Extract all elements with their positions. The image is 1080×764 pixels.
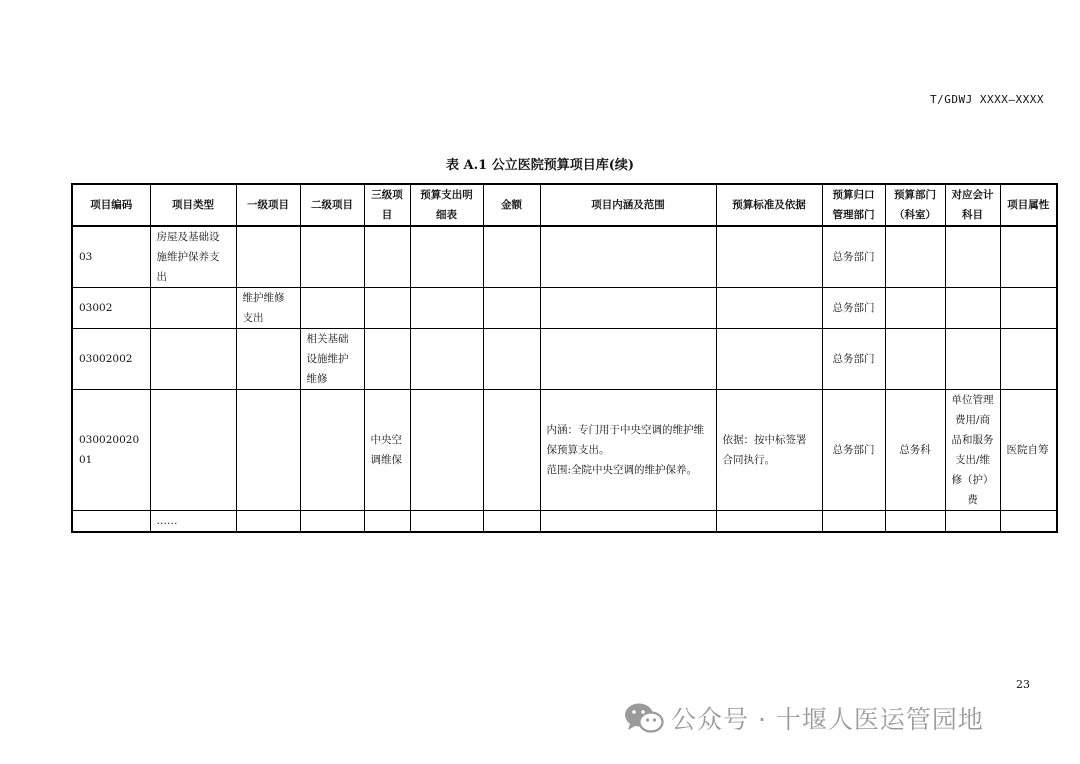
table-cell — [1000, 329, 1057, 390]
table-cell — [236, 511, 300, 533]
table-cell — [410, 226, 483, 288]
budget-project-table — [71, 183, 1058, 533]
table-row — [72, 329, 1057, 390]
table-cell: 医院自筹 — [1000, 390, 1057, 511]
table-cell — [945, 329, 1000, 390]
table-cell — [540, 329, 716, 390]
table-cell — [150, 329, 236, 390]
column-header: 三级项目 — [364, 184, 410, 226]
standard-code: T/GDWJ XXXX—XXXX — [930, 93, 1044, 106]
table-cell: 总务部门 — [822, 226, 885, 288]
column-header: 一级项目 — [236, 184, 300, 226]
table-cell — [483, 329, 540, 390]
column-header: 项目类型 — [150, 184, 236, 226]
table-header-row — [72, 184, 1057, 226]
table-cell: 房屋及基础设施维护保养支出 — [150, 226, 236, 288]
table-cell: 单位管理费用/商品和服务支出/维修（护）费 — [945, 390, 1000, 511]
table-cell — [300, 226, 364, 288]
table-row — [72, 226, 1057, 288]
table-cell: …… — [150, 511, 236, 533]
table-cell: 03002002001 — [72, 390, 150, 511]
table-cell — [540, 511, 716, 533]
table-cell: 相关基础设施维护维修 — [300, 329, 364, 390]
table-cell — [1000, 511, 1057, 533]
table-row — [72, 288, 1057, 329]
table-cell — [945, 288, 1000, 329]
table-cell: 依据：按中标签署合同执行。 — [716, 390, 822, 511]
column-header: 对应会计科目 — [945, 184, 1000, 226]
table-cell — [540, 288, 716, 329]
table-cell — [822, 511, 885, 533]
column-header: 预算归口管理部门 — [822, 184, 885, 226]
column-header: 项目属性 — [1000, 184, 1057, 226]
column-header: 二级项目 — [300, 184, 364, 226]
table-cell: 总务部门 — [822, 390, 885, 511]
table-cell: 内涵：专门用于中央空调的维护维保预算支出。 范围:全院中央空调的维护保养。 — [540, 390, 716, 511]
column-header: 预算部门（科室） — [885, 184, 945, 226]
table-cell: 总务科 — [885, 390, 945, 511]
page-number: 23 — [1016, 678, 1030, 691]
table-cell — [885, 226, 945, 288]
table-cell — [483, 390, 540, 511]
table-cell — [300, 288, 364, 329]
table-cell — [1000, 226, 1057, 288]
table-cell: 03 — [72, 226, 150, 288]
table-cell — [885, 288, 945, 329]
table-cell — [483, 226, 540, 288]
column-header: 项目内涵及范围 — [540, 184, 716, 226]
table-cell — [364, 288, 410, 329]
table-cell — [540, 226, 716, 288]
table-cell: 03002002 — [72, 329, 150, 390]
table-cell — [885, 329, 945, 390]
table-cell — [1000, 288, 1057, 329]
table-cell — [410, 511, 483, 533]
table-cell — [364, 226, 410, 288]
table-cell — [72, 511, 150, 533]
table-cell — [150, 390, 236, 511]
column-header: 金额 — [483, 184, 540, 226]
column-header: 预算标准及依据 — [716, 184, 822, 226]
table-cell — [236, 329, 300, 390]
table-cell: 03002 — [72, 288, 150, 329]
table-cell — [236, 390, 300, 511]
table-cell: 总务部门 — [822, 288, 885, 329]
table-cell — [483, 288, 540, 329]
table-row — [72, 390, 1057, 511]
table-cell — [885, 511, 945, 533]
table-cell: 维护维修支出 — [236, 288, 300, 329]
table-cell — [236, 226, 300, 288]
table-cell — [364, 511, 410, 533]
column-header: 项目编码 — [72, 184, 150, 226]
table-cell — [945, 511, 1000, 533]
table-cell — [716, 226, 822, 288]
watermark — [623, 700, 984, 736]
wechat-icon — [623, 700, 665, 736]
table-cell — [300, 390, 364, 511]
table-cell — [716, 511, 822, 533]
table-cell — [945, 226, 1000, 288]
table-cell — [364, 329, 410, 390]
table-cell — [410, 390, 483, 511]
table-row — [72, 511, 1057, 533]
table-cell — [716, 329, 822, 390]
table-cell — [410, 288, 483, 329]
column-header: 预算支出明细表 — [410, 184, 483, 226]
table-cell — [300, 511, 364, 533]
table-cell — [483, 511, 540, 533]
table-cell: 中央空调维保 — [364, 390, 410, 511]
table-cell — [716, 288, 822, 329]
table-title: 表 A.1 公立医院预算项目库(续) — [445, 158, 634, 173]
table-cell — [410, 329, 483, 390]
watermark-text: 公众号 · 十堰人医运管园地 — [671, 705, 984, 734]
table-cell: 总务部门 — [822, 329, 885, 390]
table-cell — [150, 288, 236, 329]
